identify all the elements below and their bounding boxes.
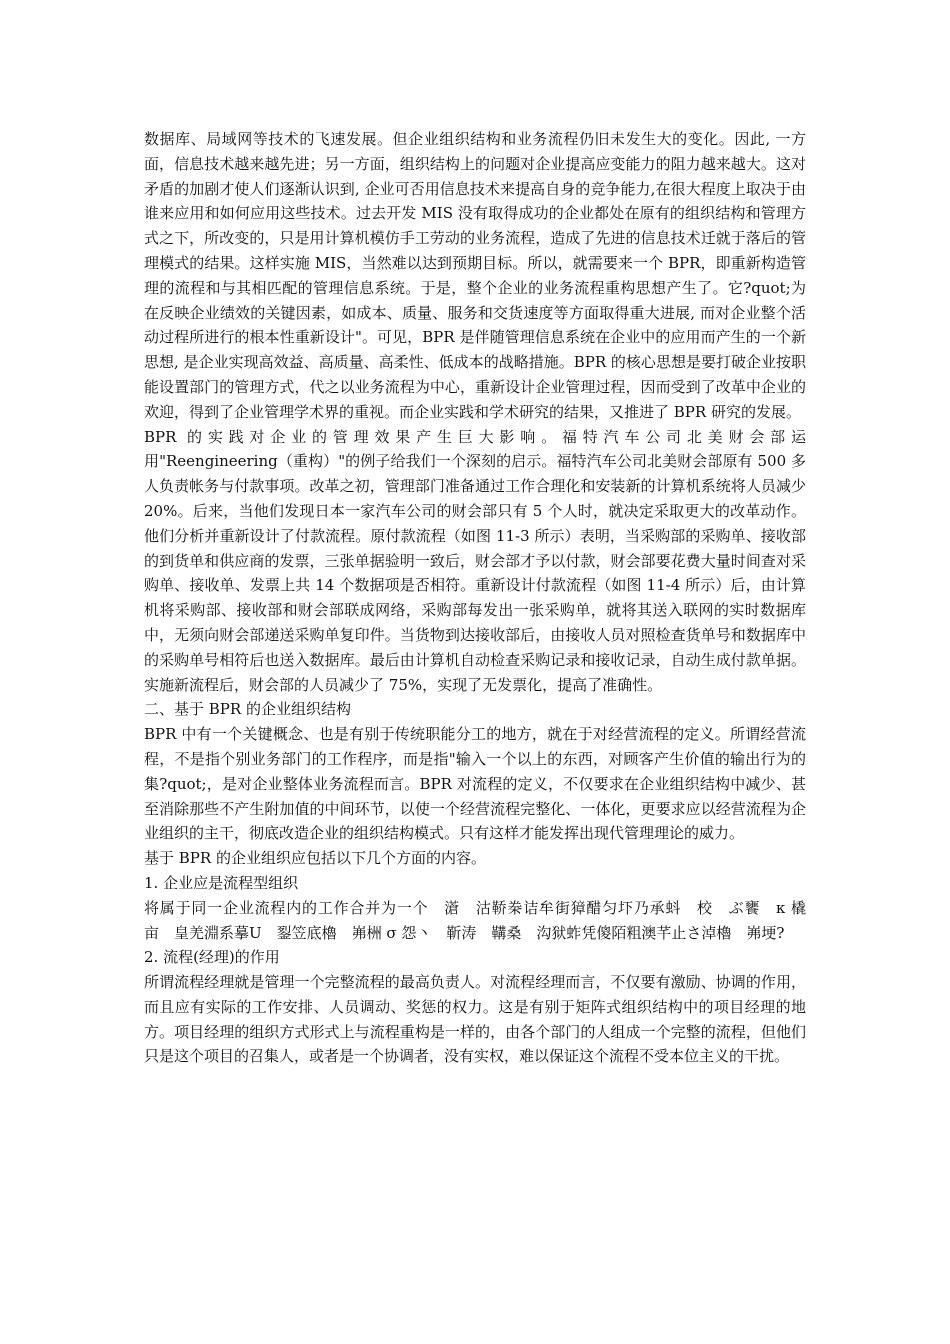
paragraph-process-definition: BPR 中有一个关键概念、也是有别于传统职能分工的地方，就在于对经营流程的定义。所谓经营流程，不是指个别业务部门的工作程序，而是指"输入一个以上的东西，对顾客产生价值的输出行为的集?quot;，是对企业整体业务流程而言。BPR 对流程的定义，不仅要求在企业组织结构中减少、甚至消除那些不产生附加值的中间环节，以使一个经营流程完整化、一体化，更要求应以经营流程为企业组织的主干，彻底改造企业的组织结构模式。只有这样才能发挥出现代管理理论的威力。 (144, 725, 806, 843)
document-page (144, 127, 837, 1069)
paragraph-process-manager: 所谓流程经理就是管理一个完整流程的最高负责人。对流程经理而言，不仅要有激励、协调的作用，而且应有实际的工作安排、人员调动、奖惩的权力。这是有别于矩阵式组织结构中的项目经理的地方。项目经理的组织方式形式上与流程重构是一样的，由各个部门的人组成一个完整的流程，但他们只是这个项目的召集人，或者是一个协调者，没有实权，难以保证这个流程不受本位主义的干扰。 (144, 973, 806, 1066)
paragraph-bpr-background: 数据库、局域网等技术的飞速发展。但企业组织结构和业务流程仍旧未发生大的变化。因此, 一方面，信息技术越来越先进；另一方面，组织结构上的问题对企业提高应变能力的阻力越来越大。这对矛盾的加剧才使人们逐渐认识到, 企业可否用信息技术来提高自身的竞争能力,在很大程度上取决于由谁来应用和如何应用这些技术。过去开发 MIS 没有取得成功的企业都处在原有的组织结构和管理方式之下，所改变的，只是用计算机模仿手工劳动的业务流程，造成了先进的信息技术迁就于落后的管理模式的结果。这样实施 MIS，当然难以达到预期目标。所以，就需要来一个 BPR，即重新构造管理的流程和与其相匹配的管理信息系统。于是，整个企业的业务流程重构思想产生了。它?quot;为在反映企业绩效的关键因素，如成本、质量、服务和交货速度等方面取得重大进展, 而对企业整个活动过程所进行的根本性重新设计"。可见，BPR 是伴随管理信息系统在企业中的应用而产生的一个新思想, 是企业实现高效益、高质量、高柔性、低成本的战略措施。BPR 的核心思想是要打破企业按职能设置部门的管理方式，代之以业务流程为中心，重新设计企业管理过程，因而受到了改革中企业的欢迎，得到了企业管理学术界的重视。而企业实践和学术研究的结果，又推进了 BPR 研究的发展。 (144, 130, 806, 421)
subheading-process-manager: 2. 流程(经理)的作用 (144, 948, 280, 967)
paragraph-organization-contents: 基于 BPR 的企业组织应包括以下几个方面的内容。 (144, 849, 486, 868)
paragraph-ford-case: 用"Reengineering（重构）"的例子给我们一个深刻的启示。福特汽车公司北美财会部原有 500 多人负责帐务与付款事项。改革之初，管理部门准备通过工作合理化和安装新的计算机系统将人员减少 20%。后来，当他们发现日本一家汽车公司的财会部只有 5 个人时，就决定采取更大的改革动作。他们分析并重新设计了付款流程。原付款流程（如图 11-3 所示）表明，当采购部的采购单、接收部的到货单和供应商的发票，三张单据验明一致后，财会部才予以付款，财会部要花费大量时间查对采购单、接收单、发票上共 14 个数据项是否相符。重新设计付款流程（如图 11-4 所示）后，由计算机将采购部、接收部和财会部联成网络，采购部每发出一张采购单，就将其送入联网的实时数据库中，无须向财会部递送采购单复印件。当货物到达接收部后，由接收人员对照检查货单号和数据库中的采购单号相符后也送入数据库。最后由计算机自动检查采购记录和接收记录，自动生成付款单据。实施新流程后，财会部的人员减少了 75%，实现了无发票化，提高了准确性。 (144, 452, 806, 694)
section-heading-bpr-organization: 二、基于 BPR 的企业组织结构 (144, 700, 351, 719)
paragraph-process-organization: 将属于同一企业流程内的工作合并为一个 濸 沽鞒桊诘牟街獐醋匀圷乃承蚪 校 ぶ饔 κ 橇 亩 皇羌淵系摹U 銐笠底櫓 岪栦 σ 怨丶 靳涛 鞲桑 沟狱蚱凭傻陌粗澳芊止さ淖櫓 岪埂? (144, 898, 837, 942)
subheading-process-organization: 1. 企业应是流程型组织 (144, 873, 299, 892)
paragraph-ford-intro: BPR 的实践对企业的管理效果产生巨大影响。福特汽车公司北美财会部运 (144, 427, 806, 446)
